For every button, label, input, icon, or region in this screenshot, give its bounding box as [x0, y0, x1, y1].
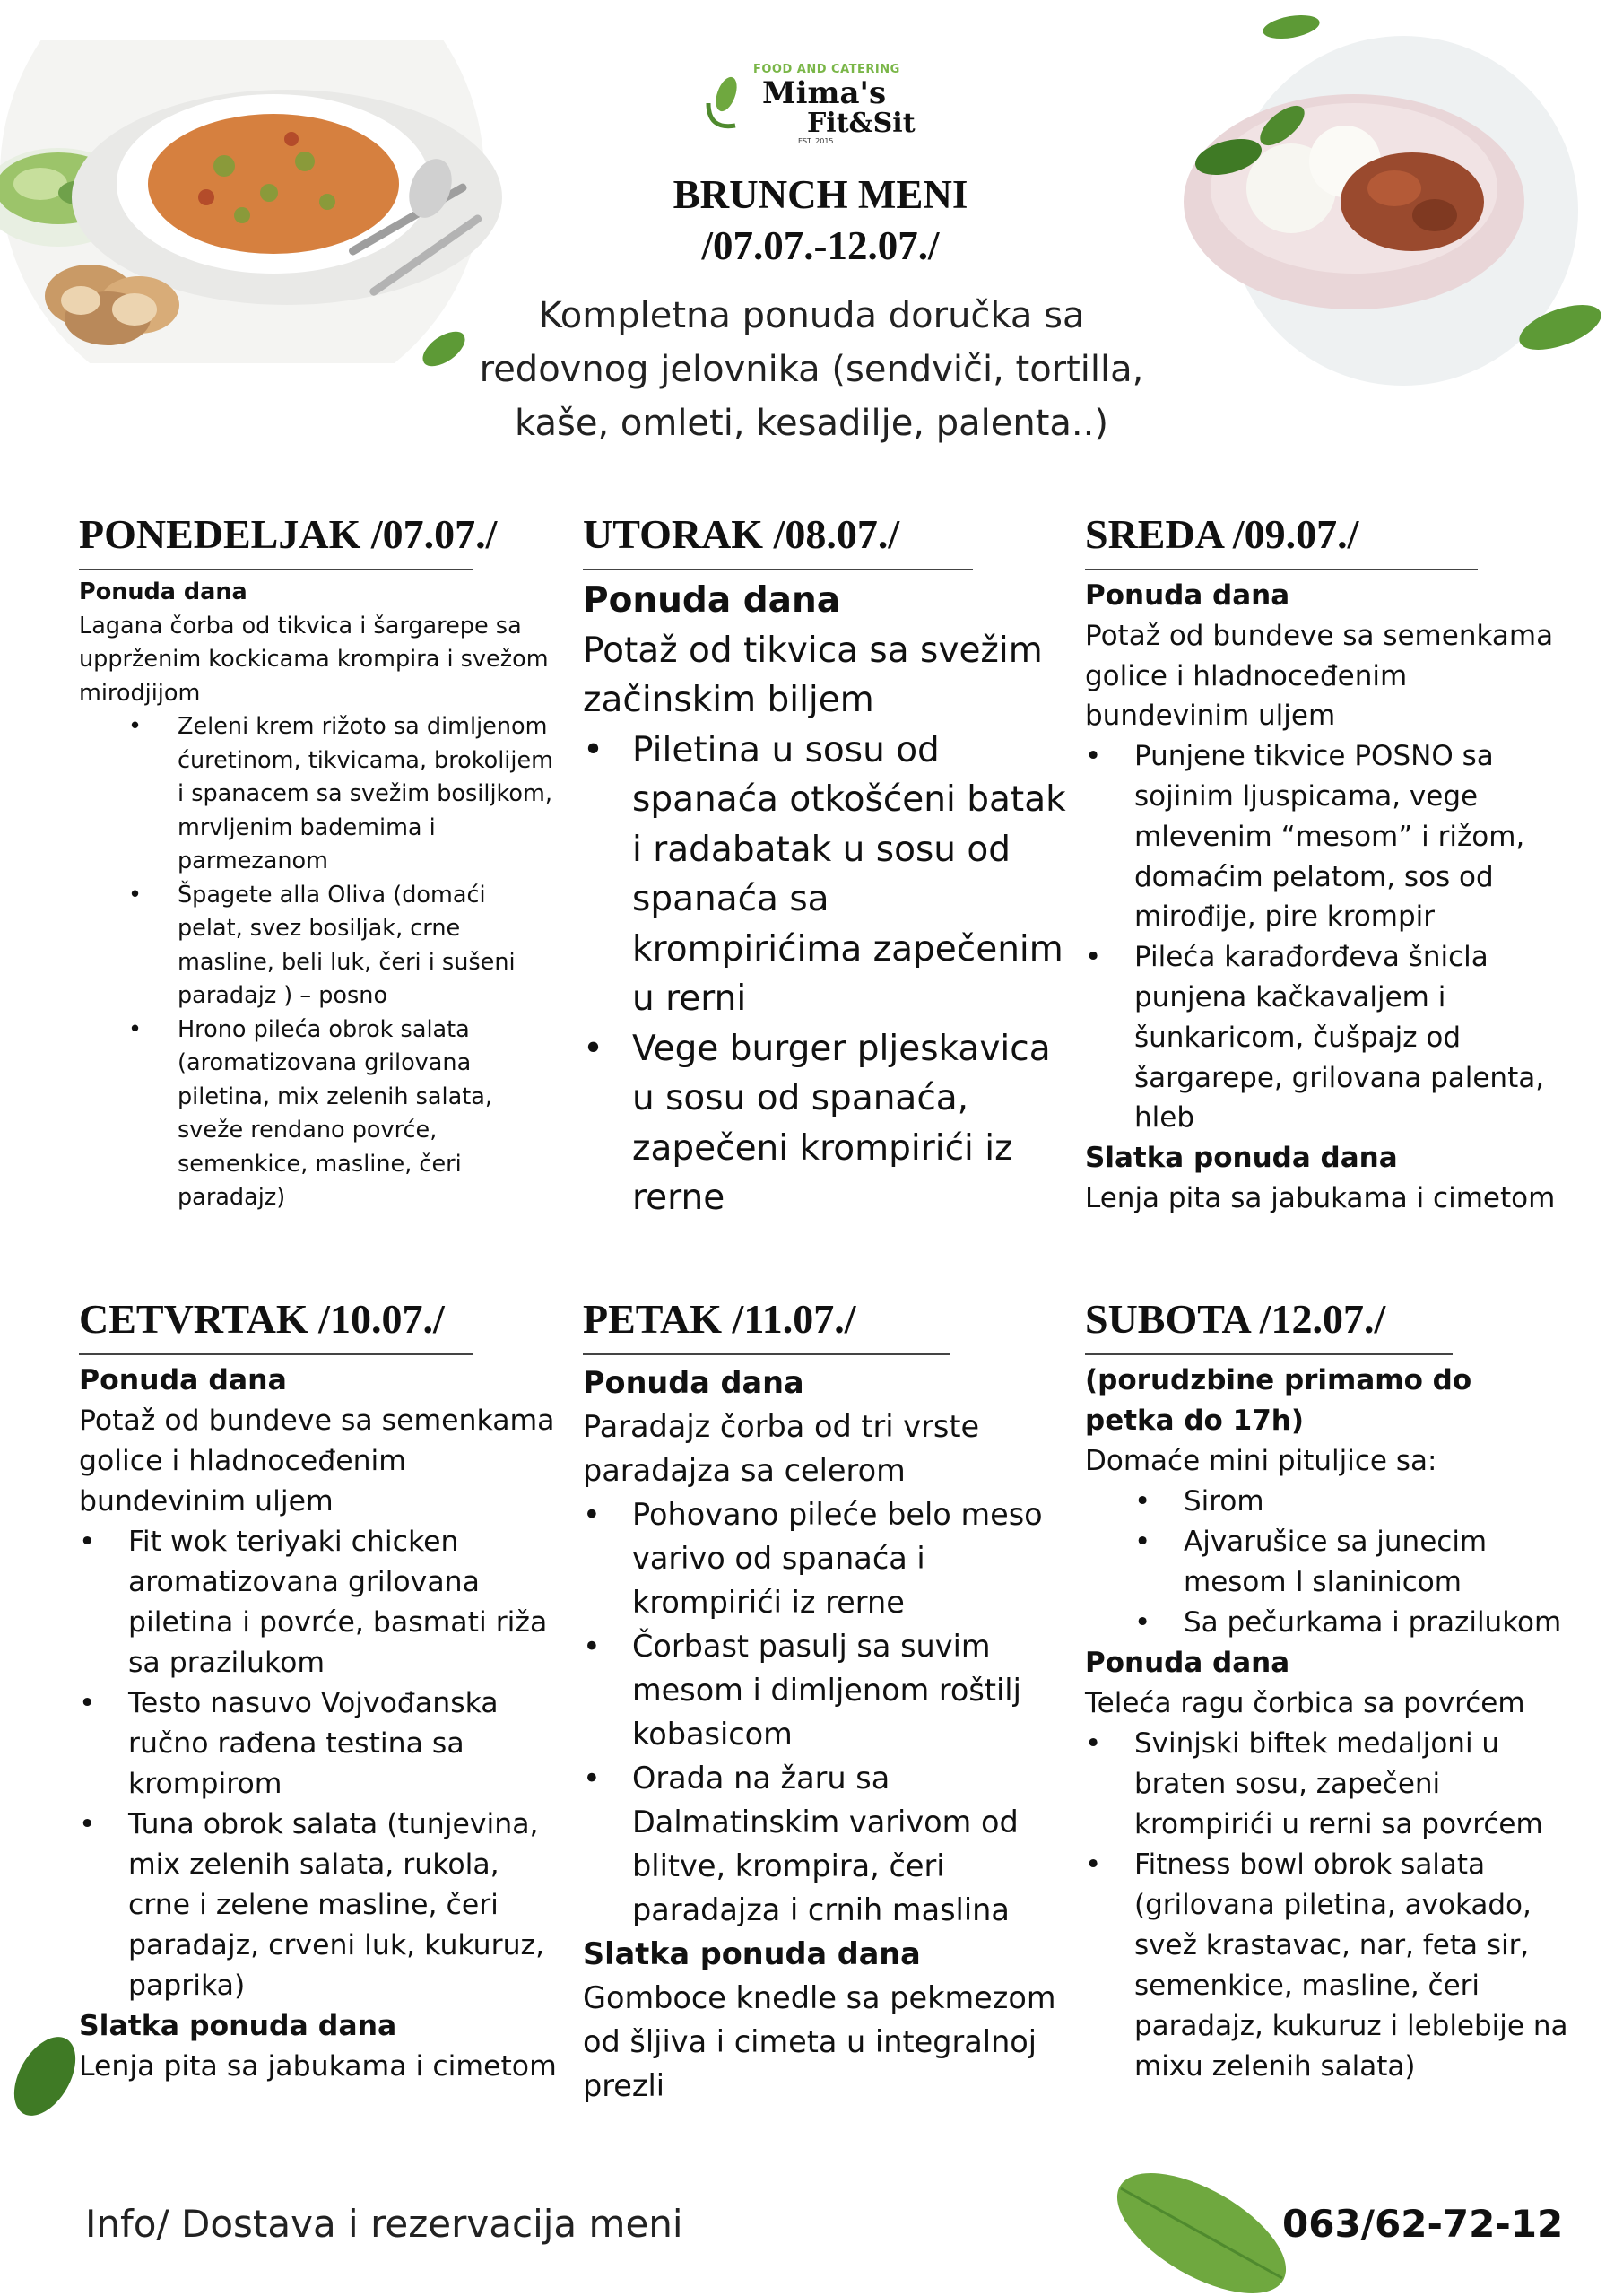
dish-list: [1085, 736, 1569, 1138]
dish-item: • Svinjski biftek medaljoni u braten sosu, zapečeni krompirići u rerni sa povrćem: [1134, 1724, 1569, 1845]
pitulje-item: • Ajvarušice sa junecim mesom I slaninicom: [1184, 1522, 1569, 1603]
divider: [79, 1353, 473, 1355]
divider: [1085, 1353, 1453, 1355]
dish-list: [79, 1522, 563, 2006]
day-title: PONEDELJAK /07.07./: [79, 511, 498, 557]
leaf-decoration-icon: [0, 2022, 99, 2130]
day-friday: [583, 1294, 1067, 2108]
day-monday: [79, 509, 554, 1215]
pitulje-item: • Sirom: [1184, 1482, 1569, 1522]
dish-item: • Testo nasuvo Vojvođanska ručno rađena testina sa krompirom: [128, 1683, 563, 1805]
pitulje-intro: Domaće mini pituljice sa:: [1085, 1445, 1437, 1477]
brand-est: EST. 2015: [798, 137, 834, 145]
soup: Lagana čorba od tikvica i šargarepe sa upprženim kockicama krompira i svežom mirodjijom: [79, 612, 549, 707]
dish-item: • Pohovano pileće belo meso varivo od spanaća i krompirići iz rerne: [632, 1492, 1067, 1624]
dish-list: [1085, 1724, 1569, 2087]
dish-item: • Špagete alla Oliva (domaći pelat, svez bosiljak, crne masline, beli luk, čeri i sušeni paradajz ) – posno: [178, 879, 554, 1013]
sweet-offer-label: Slatka ponuda dana: [583, 1936, 921, 1971]
offer-label: Ponuda dana: [583, 580, 841, 621]
day-saturday: [1085, 1294, 1569, 2087]
dish-item: • Orada na žaru sa Dalmatinskim varivom od blitve, krompira, čeri paradajza i crnih maslina: [632, 1756, 1067, 1932]
sweet-offer: Lenja pita sa jabukama i cimetom: [1085, 1181, 1556, 1214]
footer-info: Info/ Dostava i rezervacija meni: [85, 2202, 683, 2246]
day-tuesday: [583, 509, 1067, 1223]
soup: Paradajz čorba od tri vrste paradajza sa celerom: [583, 1409, 980, 1488]
menu-date-range: /07.07.-12.07./: [701, 223, 940, 268]
divider: [583, 569, 973, 570]
dish-item: • Zeleni krem rižoto sa dimljenom ćuretinom, tikvicama, brokolijem i spanacem sa svežim bosiljkom, mrvljenim bademima i parmezanom: [178, 710, 554, 879]
day-title: UTORAK /08.07./: [583, 511, 900, 557]
dish-item: • Pileća karađorđeva šnicla punjena kačkavaljem i šunkaricom, čušpajz od šargarepe, grilovana palenta, hleb: [1134, 937, 1569, 1138]
dish-list: [79, 710, 554, 1215]
menu-title: BRUNCH MENI: [673, 172, 968, 217]
day-wednesday: [1085, 509, 1569, 1219]
soup: Teleća ragu čorbica sa povrćem: [1085, 1687, 1525, 1719]
day-title: SUBOTA /12.07./: [1085, 1296, 1386, 1342]
dish-item: • Vege burger pljeskavica u sosu od spanaća, zapečeni krompirići iz rerne: [632, 1024, 1067, 1223]
day-thursday: [79, 1294, 563, 2087]
menu-subtitle: [408, 289, 1215, 450]
subtitle-line: Kompletna ponuda doručka sa: [538, 295, 1085, 336]
divider: [583, 1353, 950, 1355]
brand-name-line1: Mima's: [762, 75, 887, 111]
divider: [1085, 569, 1478, 570]
subtitle-line: kaše, omleti, kesadilje, palenta..): [515, 403, 1108, 444]
divider: [79, 569, 473, 570]
brand-tagline: FOOD AND CATERING: [753, 63, 900, 76]
day-title: CETVRTAK /10.07./: [79, 1296, 445, 1342]
offer-label: Ponuda dana: [79, 578, 247, 605]
sweet-offer-label: Slatka ponuda dana: [79, 2010, 397, 2042]
dish-item: • Fitness bowl obrok salata (grilovana piletina, avokado, svež krastavac, nar, feta sir, semenkice, masline, čeri paradajz, kukuruz i leblebije na mixu zelenih salata): [1134, 1845, 1569, 2087]
sweet-offer-label: Slatka ponuda dana: [1085, 1142, 1398, 1175]
offer-label: Ponuda dana: [79, 1364, 287, 1396]
day-title: PETAK /11.07./: [583, 1296, 856, 1342]
pitulje-list: [1085, 1482, 1569, 1643]
dish-item: • Čorbast pasulj sa suvim mesom i dimljenom roštilj kobasicom: [632, 1624, 1067, 1756]
sweet-offer: Gomboce knedle sa pekmezom od šljiva i cimeta u integralnoj prezli: [583, 1980, 1056, 2103]
dish-item: • Fit wok teriyaki chicken aromatizovana grilovana piletina i povrće, basmati riža sa prazilukom: [128, 1522, 563, 1683]
soup: Potaž od bundeve sa semenkama golice i hladnoceđenim bundevinim uljem: [79, 1405, 555, 1518]
subtitle-line: redovnog jelovnika (sendviči, tortilla,: [479, 349, 1144, 390]
pitulje-item: • Sa pečurkama i prazilukom: [1184, 1603, 1569, 1643]
dish-list: [583, 1492, 1067, 1932]
dish-list: [583, 726, 1067, 1223]
soup: Potaž od tikvica sa svežim začinskim biljem: [583, 630, 1043, 720]
logo-leaf-icon: [699, 72, 749, 135]
day-title: SREDA /09.07./: [1085, 511, 1359, 557]
dish-item: • Hrono pileća obrok salata (aromatizovana grilovana piletina, mix zelenih salata, sveže rendano povrće, semenkice, masline, čeri paradajz): [178, 1013, 554, 1215]
dish-item: • Punjene tikvice POSNO sa sojinim ljuspicama, vege mlevenim “mesom” i rižom, domaćim pelatom, sos od mirođije, pire krompir: [1134, 736, 1569, 937]
brand-name-line2: Fit&Sit: [807, 108, 916, 139]
dish-item: • Tuna obrok salata (tunjevina, mix zelenih salata, rukola, crne i zelene masline, čeri paradajz, crveni luk, kukuruz, paprika): [128, 1805, 563, 2006]
soup: Potaž od bundeve sa semenkama golice i hladnoceđenim bundevinim uljem: [1085, 619, 1554, 733]
dish-item: • Piletina u sosu od spanaća otkošćeni batak i radabatak u sosu od spanaća sa krompirićima zapečenim u rerni: [632, 726, 1067, 1024]
sweet-offer: Lenja pita sa jabukama i cimetom: [79, 2050, 557, 2083]
leaf-decoration-icon: [1103, 2170, 1300, 2296]
offer-label: Ponuda dana: [1085, 1647, 1290, 1679]
order-note: (porudzbine primamo do petka do 17h): [1085, 1364, 1472, 1437]
footer-phone[interactable]: 063/62-72-12: [1282, 2202, 1564, 2246]
brand-logo: [699, 63, 933, 148]
offer-label: Ponuda dana: [583, 1365, 804, 1400]
offer-label: Ponuda dana: [1085, 579, 1290, 612]
food-photo-rice-goulash: [1166, 9, 1623, 386]
